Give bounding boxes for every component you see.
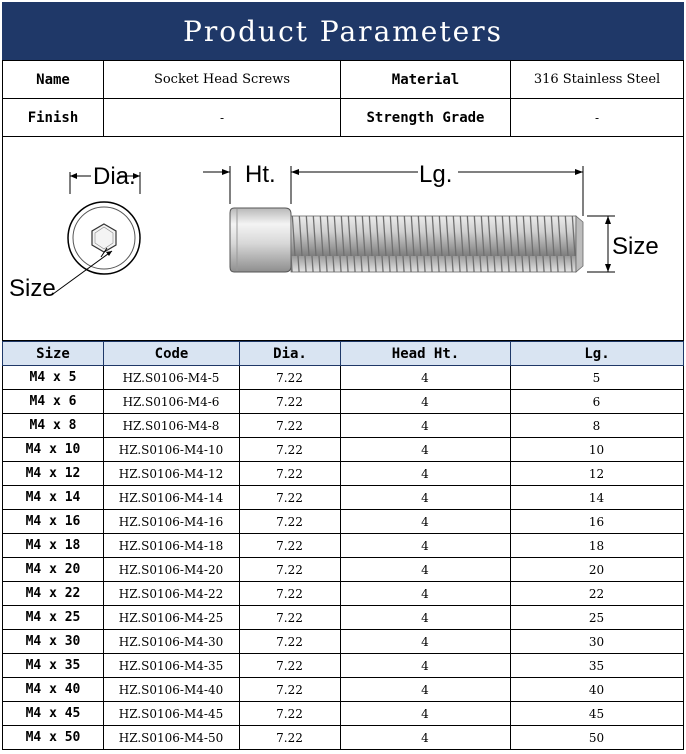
col-header-code: Code [103, 341, 240, 366]
cell-size: M4 x 6 [2, 390, 104, 414]
cell-code: HZ.S0106-M4-5 [103, 366, 240, 390]
table-row [2, 390, 684, 414]
ht-label: Ht. [245, 161, 276, 188]
screw-diagram [3, 136, 683, 340]
cell-dia: 7.22 [239, 654, 341, 678]
cell-size: M4 x 45 [2, 702, 104, 726]
table-row [2, 582, 684, 606]
cell-head-ht: 4 [340, 582, 511, 606]
cell-lg: 45 [510, 702, 684, 726]
cell-size: M4 x 18 [2, 534, 104, 558]
cell-lg: 12 [510, 462, 684, 486]
cell-code: HZ.S0106-M4-50 [103, 726, 240, 750]
cell-code: HZ.S0106-M4-10 [103, 438, 240, 462]
cell-dia: 7.22 [239, 390, 341, 414]
cell-code: HZ.S0106-M4-20 [103, 558, 240, 582]
cell-dia: 7.22 [239, 702, 341, 726]
table-row [2, 726, 684, 750]
table-row [2, 702, 684, 726]
cell-lg: 18 [510, 534, 684, 558]
size-label-right: Size [612, 233, 659, 260]
cell-code: HZ.S0106-M4-12 [103, 462, 240, 486]
cell-dia: 7.22 [239, 678, 341, 702]
cell-size: M4 x 12 [2, 462, 104, 486]
head-front-view [68, 202, 140, 274]
cell-head-ht: 4 [340, 606, 511, 630]
cell-dia: 7.22 [239, 462, 341, 486]
cell-size: M4 x 25 [2, 606, 104, 630]
finish-value: - [103, 98, 341, 137]
table-row [2, 486, 684, 510]
size-label-left: Size [9, 275, 56, 302]
cell-lg: 25 [510, 606, 684, 630]
cell-code: HZ.S0106-M4-30 [103, 630, 240, 654]
cell-lg: 16 [510, 510, 684, 534]
cell-code: HZ.S0106-M4-8 [103, 414, 240, 438]
cell-lg: 35 [510, 654, 684, 678]
cell-head-ht: 4 [340, 438, 511, 462]
cell-head-ht: 4 [340, 462, 511, 486]
name-label: Name [2, 60, 104, 99]
cell-code: HZ.S0106-M4-16 [103, 510, 240, 534]
cell-head-ht: 4 [340, 702, 511, 726]
cell-lg: 6 [510, 390, 684, 414]
finish-label: Finish [2, 98, 104, 137]
table-row [2, 534, 684, 558]
cell-head-ht: 4 [340, 486, 511, 510]
col-header-lg: Lg. [510, 341, 684, 366]
table-row [2, 558, 684, 582]
table-row [2, 438, 684, 462]
product-sheet [2, 2, 684, 750]
cell-head-ht: 4 [340, 510, 511, 534]
screw-side-view [230, 208, 583, 272]
cell-lg: 30 [510, 630, 684, 654]
cell-dia: 7.22 [239, 510, 341, 534]
name-value: Socket Head Screws [103, 60, 341, 99]
cell-lg: 20 [510, 558, 684, 582]
cell-size: M4 x 35 [2, 654, 104, 678]
cell-head-ht: 4 [340, 390, 511, 414]
cell-dia: 7.22 [239, 606, 341, 630]
cell-lg: 8 [510, 414, 684, 438]
cell-dia: 7.22 [239, 558, 341, 582]
cell-code: HZ.S0106-M4-40 [103, 678, 240, 702]
cell-dia: 7.22 [239, 582, 341, 606]
size-dimension-right [587, 216, 615, 272]
cell-head-ht: 4 [340, 366, 511, 390]
lg-label: Lg. [419, 161, 453, 188]
cell-code: HZ.S0106-M4-6 [103, 390, 240, 414]
cell-head-ht: 4 [340, 726, 511, 750]
page-title: Product Parameters [2, 2, 684, 60]
table-row [2, 510, 684, 534]
dia-label: Dia. [93, 163, 136, 190]
cell-size: M4 x 40 [2, 678, 104, 702]
cell-size: M4 x 30 [2, 630, 104, 654]
cell-code: HZ.S0106-M4-22 [103, 582, 240, 606]
cell-lg: 40 [510, 678, 684, 702]
cell-head-ht: 4 [340, 654, 511, 678]
cell-size: M4 x 50 [2, 726, 104, 750]
screw-drawing [2, 136, 684, 341]
cell-size: M4 x 16 [2, 510, 104, 534]
cell-size: M4 x 10 [2, 438, 104, 462]
table-row [2, 606, 684, 630]
table-row [2, 462, 684, 486]
cell-size: M4 x 5 [2, 366, 104, 390]
cell-size: M4 x 14 [2, 486, 104, 510]
table-row [2, 630, 684, 654]
table-row [2, 414, 684, 438]
cell-dia: 7.22 [239, 726, 341, 750]
table-row [2, 654, 684, 678]
cell-code: HZ.S0106-M4-45 [103, 702, 240, 726]
material-label: Material [340, 60, 511, 99]
cell-head-ht: 4 [340, 558, 511, 582]
material-value: 316 Stainless Steel [510, 60, 684, 99]
cell-dia: 7.22 [239, 438, 341, 462]
cell-lg: 50 [510, 726, 684, 750]
cell-head-ht: 4 [340, 630, 511, 654]
cell-code: HZ.S0106-M4-14 [103, 486, 240, 510]
cell-code: HZ.S0106-M4-18 [103, 534, 240, 558]
cell-lg: 22 [510, 582, 684, 606]
cell-dia: 7.22 [239, 486, 341, 510]
cell-size: M4 x 20 [2, 558, 104, 582]
cell-lg: 14 [510, 486, 684, 510]
cell-dia: 7.22 [239, 630, 341, 654]
strength-grade-label: Strength Grade [340, 98, 511, 137]
cell-dia: 7.22 [239, 414, 341, 438]
cell-head-ht: 4 [340, 534, 511, 558]
cell-code: HZ.S0106-M4-35 [103, 654, 240, 678]
cell-lg: 5 [510, 366, 684, 390]
cell-dia: 7.22 [239, 534, 341, 558]
cell-lg: 10 [510, 438, 684, 462]
strength-grade-value: - [510, 98, 684, 137]
cell-head-ht: 4 [340, 414, 511, 438]
cell-size: M4 x 8 [2, 414, 104, 438]
cell-head-ht: 4 [340, 678, 511, 702]
col-header-dia: Dia. [239, 341, 341, 366]
cell-code: HZ.S0106-M4-25 [103, 606, 240, 630]
col-header-size: Size [2, 341, 104, 366]
cell-size: M4 x 22 [2, 582, 104, 606]
cell-dia: 7.22 [239, 366, 341, 390]
col-header-head-ht: Head Ht. [340, 341, 511, 366]
table-row [2, 678, 684, 702]
table-row [2, 366, 684, 390]
